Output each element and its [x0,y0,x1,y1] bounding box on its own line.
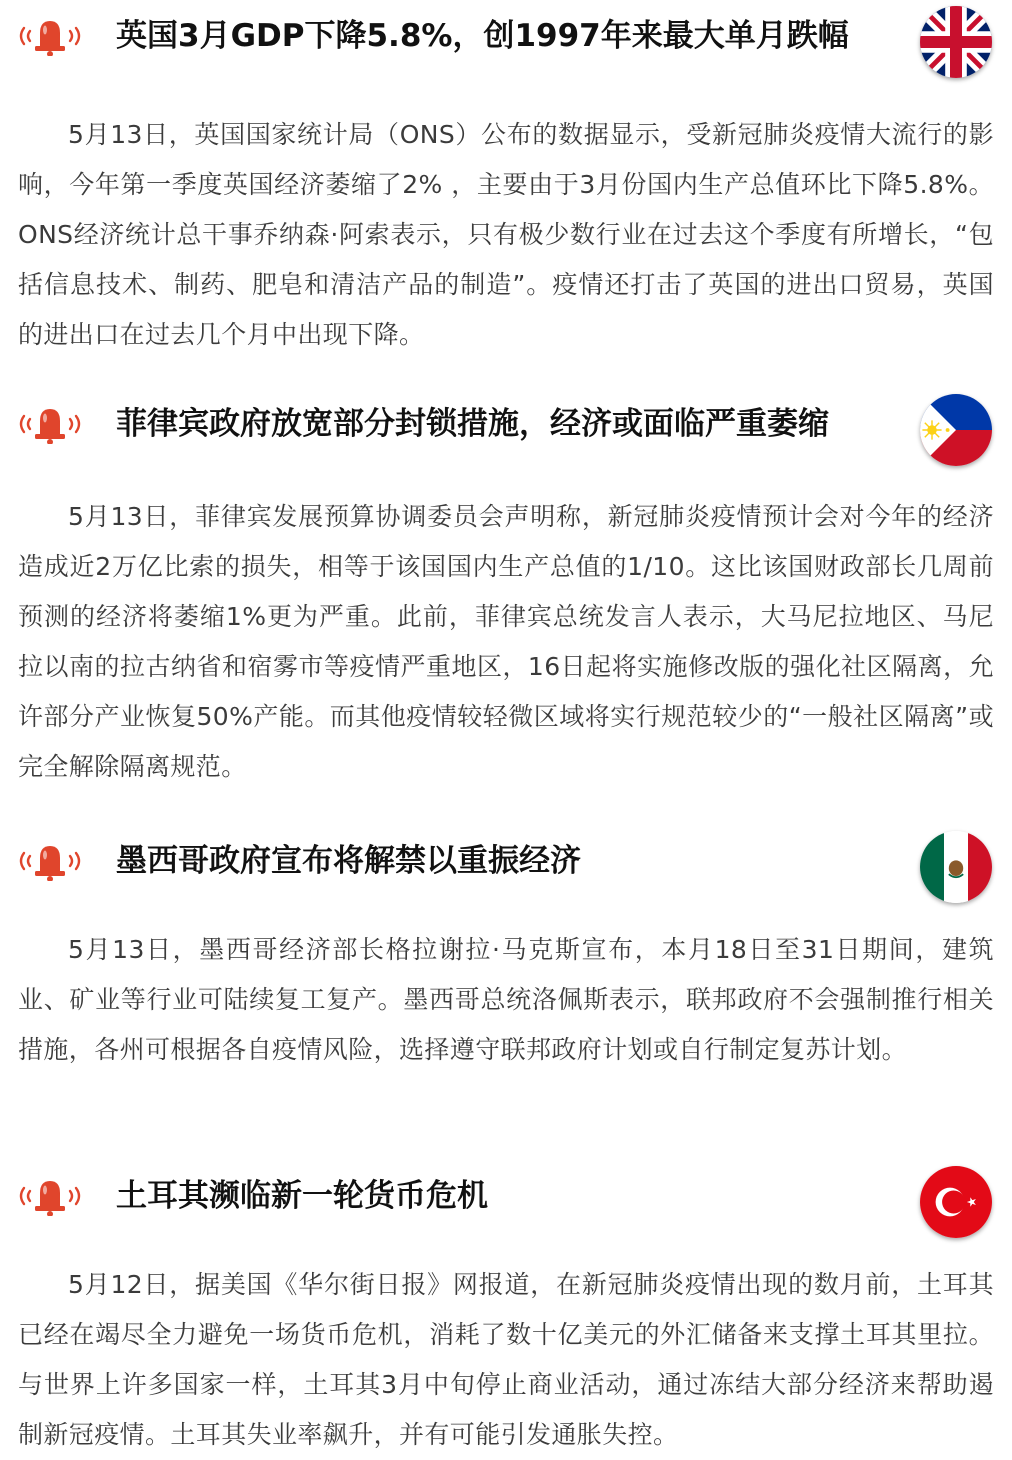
article-uk [0,0,1012,349]
article-header [0,825,1012,905]
article-turkey [0,1160,1012,1449]
turkey-flag-icon [920,1166,992,1238]
article-mexico [0,825,1012,1064]
bell-icon [14,1176,86,1216]
article-body: 5月13日，墨西哥经济部长格拉谢拉·马克斯宣布，本月18日至31日期间，建筑业、矿业等行业可陆续复工复产。墨西哥总统洛佩斯表示，联邦政府不会强制推行相关措施，各州可根据各自疫情风险，选择遵守联邦政府计划或自行制定复苏计划。 [18,935,994,1064]
article-header [0,0,1012,80]
article-philippines [0,388,1012,781]
article-title: 土耳其濒临新一轮货币危机 [116,1178,488,1214]
uk-flag-icon [920,6,992,78]
article-title: 墨西哥政府宣布将解禁以重振经济 [116,843,581,879]
article-body: 5月13日，菲律宾发展预算协调委员会声明称，新冠肺炎疫情预计会对今年的经济造成近2万亿比索的损失，相等于该国国内生产总值的1/10。这比该国财政部长几周前预测的经济将萎缩1%更为严重。此前，菲律宾总统发言人表示，大马尼拉地区、马尼拉以南的拉古纳省和宿雾市等疫情严重地区，16日起将实施修改版的强化社区隔离，允许部分产业恢复50%产能。而其他疫情较轻微区域将实行规范较少的“一般社区隔离”或完全解除隔离规范。 [18,502,994,781]
bell-icon [14,404,86,444]
article-header [0,1160,1012,1240]
article-header [0,388,1012,468]
article-title: 菲律宾政府放宽部分封锁措施，经济或面临严重萎缩 [116,406,829,442]
article-body: 5月13日，英国国家统计局（ONS）公布的数据显示，受新冠肺炎疫情大流行的影响，今年第一季度英国经济萎缩了2% ，主要由于3月份国内生产总值环比下降5.8%。ONS经济统计总干事乔纳森·阿索表示，只有极少数行业在过去这个季度有所增长，“包括信息技术、制药、肥皂和清洁产品的制造”。疫情还打击了英国的进出口贸易，英国的进出口在过去几个月中出现下降。 [18,120,994,349]
article-title: 英国3月GDP下降5.8%，创1997年来最大单月跌幅 [116,18,849,54]
mexico-flag-icon [920,831,992,903]
bell-icon [14,16,86,56]
bell-icon [14,841,86,881]
article-body: 5月12日，据美国《华尔街日报》网报道，在新冠肺炎疫情出现的数月前，土耳其已经在竭尽全力避免一场货币危机，消耗了数十亿美元的外汇储备来支撑土耳其里拉。与世界上许多国家一样，土耳其3月中旬停止商业活动，通过冻结大部分经济来帮助遏制新冠疫情。土耳其失业率飙升，并有可能引发通胀失控。 [18,1270,994,1449]
philippines-flag-icon [920,394,992,466]
